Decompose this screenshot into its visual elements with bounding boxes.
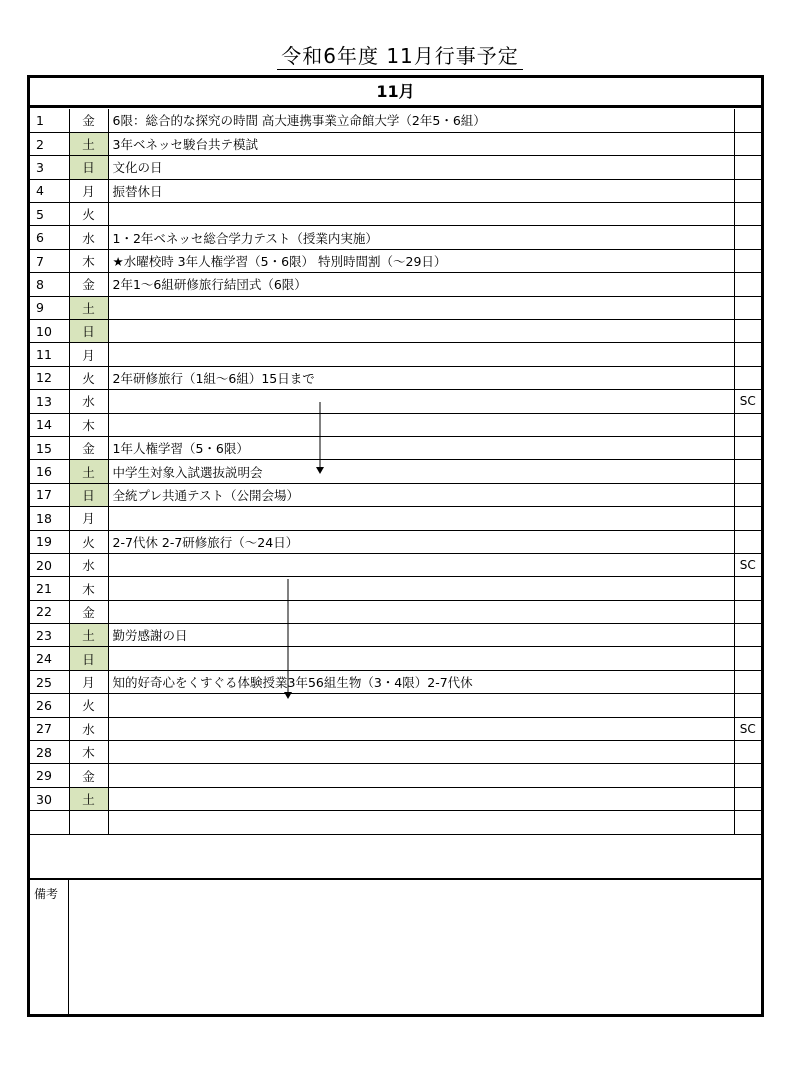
event-cell bbox=[108, 764, 734, 787]
day-cell: 1 bbox=[30, 109, 69, 132]
event-cell bbox=[108, 390, 734, 413]
note-cell bbox=[734, 741, 761, 764]
event-cell: 2年研修旅行（1組～6組）15日まで bbox=[108, 366, 734, 389]
table-row bbox=[30, 483, 761, 506]
event-cell bbox=[108, 600, 734, 623]
day-cell: 3 bbox=[30, 156, 69, 179]
event-cell bbox=[108, 647, 734, 670]
table-row bbox=[30, 717, 761, 740]
arrow-trip-2-head bbox=[284, 692, 292, 699]
day-cell: 17 bbox=[30, 483, 69, 506]
note-cell bbox=[734, 483, 761, 506]
arrow-trip-1-head bbox=[316, 467, 324, 474]
day-cell: 24 bbox=[30, 647, 69, 670]
day-cell: 22 bbox=[30, 600, 69, 623]
table-row bbox=[30, 624, 761, 647]
day-cell: 30 bbox=[30, 787, 69, 810]
schedule-frame bbox=[27, 75, 764, 1017]
day-cell: 11 bbox=[30, 343, 69, 366]
event-cell bbox=[108, 507, 734, 530]
note-cell bbox=[734, 624, 761, 647]
page-title bbox=[0, 42, 800, 70]
event-cell bbox=[108, 694, 734, 717]
table-row bbox=[30, 203, 761, 226]
day-cell: 21 bbox=[30, 577, 69, 600]
day-cell: 25 bbox=[30, 670, 69, 693]
table-row bbox=[30, 787, 761, 810]
weekday-cell: 水 bbox=[69, 226, 108, 249]
weekday-cell: 火 bbox=[69, 366, 108, 389]
note-cell bbox=[734, 413, 761, 436]
note-cell bbox=[734, 694, 761, 717]
table-row bbox=[30, 694, 761, 717]
note-cell bbox=[734, 249, 761, 272]
weekday-cell: 木 bbox=[69, 413, 108, 436]
event-cell bbox=[108, 203, 734, 226]
weekday-cell: 金 bbox=[69, 436, 108, 459]
event-cell: 文化の日 bbox=[108, 156, 734, 179]
day-cell: 8 bbox=[30, 273, 69, 296]
table-row bbox=[30, 413, 761, 436]
day-cell: 23 bbox=[30, 624, 69, 647]
table-row bbox=[30, 764, 761, 787]
table-row bbox=[30, 320, 761, 343]
weekday-cell: 火 bbox=[69, 203, 108, 226]
note-cell bbox=[734, 320, 761, 343]
table-row bbox=[30, 226, 761, 249]
weekday-cell: 火 bbox=[69, 694, 108, 717]
weekday-cell: 月 bbox=[69, 507, 108, 530]
event-cell bbox=[108, 577, 734, 600]
note-cell bbox=[734, 343, 761, 366]
weekday-cell: 火 bbox=[69, 530, 108, 553]
note-cell bbox=[734, 156, 761, 179]
day-cell: 2 bbox=[30, 132, 69, 155]
note-cell bbox=[734, 203, 761, 226]
weekday-cell: 土 bbox=[69, 787, 108, 810]
event-cell: 3年ベネッセ駿台共テ模試 bbox=[108, 132, 734, 155]
weekday-cell: 木 bbox=[69, 741, 108, 764]
table-row bbox=[30, 390, 761, 413]
note-cell bbox=[734, 670, 761, 693]
day-cell: 14 bbox=[30, 413, 69, 436]
event-cell bbox=[108, 787, 734, 810]
note-cell bbox=[734, 109, 761, 132]
schedule-table-body bbox=[30, 109, 761, 834]
table-row bbox=[30, 273, 761, 296]
note-cell bbox=[734, 226, 761, 249]
event-cell bbox=[108, 296, 734, 319]
table-row bbox=[30, 741, 761, 764]
month-header: 11月 bbox=[30, 78, 761, 108]
note-cell bbox=[734, 179, 761, 202]
weekday-cell: 土 bbox=[69, 624, 108, 647]
weekday-cell: 日 bbox=[69, 156, 108, 179]
day-cell: 15 bbox=[30, 436, 69, 459]
day-cell bbox=[30, 811, 69, 834]
weekday-cell: 水 bbox=[69, 717, 108, 740]
note-cell bbox=[734, 132, 761, 155]
note-cell bbox=[734, 787, 761, 810]
event-cell bbox=[108, 553, 734, 576]
table-row bbox=[30, 343, 761, 366]
table-row bbox=[30, 811, 761, 834]
event-cell bbox=[108, 320, 734, 343]
event-cell bbox=[108, 717, 734, 740]
event-cell: 中学生対象入試選抜説明会 bbox=[108, 460, 734, 483]
arrow-trip-2 bbox=[282, 579, 294, 701]
event-cell bbox=[108, 811, 734, 834]
weekday-cell: 日 bbox=[69, 647, 108, 670]
weekday-cell: 月 bbox=[69, 343, 108, 366]
table-row bbox=[30, 507, 761, 530]
table-row bbox=[30, 460, 761, 483]
day-cell: 9 bbox=[30, 296, 69, 319]
table-row bbox=[30, 436, 761, 459]
table-row bbox=[30, 109, 761, 132]
event-cell bbox=[108, 343, 734, 366]
weekday-cell: 月 bbox=[69, 670, 108, 693]
day-cell: 12 bbox=[30, 366, 69, 389]
table-row bbox=[30, 179, 761, 202]
arrow-trip-1 bbox=[314, 402, 326, 476]
event-cell bbox=[108, 413, 734, 436]
table-row bbox=[30, 530, 761, 553]
note-cell bbox=[734, 600, 761, 623]
event-cell: 知的好奇心をくすぐる体験授業3年56組生物（3・4限）2-7代休 bbox=[108, 670, 734, 693]
weekday-cell: 日 bbox=[69, 320, 108, 343]
day-cell: 29 bbox=[30, 764, 69, 787]
weekday-cell: 土 bbox=[69, 296, 108, 319]
event-cell: ★水曜校時 3年人権学習（5・6限） 特別時間割（～29日） bbox=[108, 249, 734, 272]
weekday-cell: 水 bbox=[69, 390, 108, 413]
table-row bbox=[30, 577, 761, 600]
note-cell: SC bbox=[734, 717, 761, 740]
weekday-cell: 月 bbox=[69, 179, 108, 202]
event-cell: 全統プレ共通テスト（公開会場） bbox=[108, 483, 734, 506]
note-cell bbox=[734, 764, 761, 787]
weekday-cell: 金 bbox=[69, 109, 108, 132]
remarks-section bbox=[30, 878, 761, 1014]
note-cell bbox=[734, 507, 761, 530]
table-row bbox=[30, 600, 761, 623]
weekday-cell: 土 bbox=[69, 132, 108, 155]
weekday-cell: 金 bbox=[69, 600, 108, 623]
remarks-label: 備考 bbox=[30, 880, 69, 1014]
event-cell: 2-7代休 2-7研修旅行（～24日） bbox=[108, 530, 734, 553]
schedule-table bbox=[30, 109, 761, 835]
day-cell: 6 bbox=[30, 226, 69, 249]
weekday-cell: 水 bbox=[69, 553, 108, 576]
table-row bbox=[30, 553, 761, 576]
day-cell: 19 bbox=[30, 530, 69, 553]
day-cell: 26 bbox=[30, 694, 69, 717]
weekday-cell: 木 bbox=[69, 577, 108, 600]
note-cell bbox=[734, 296, 761, 319]
weekday-cell bbox=[69, 811, 108, 834]
note-cell bbox=[734, 273, 761, 296]
note-cell bbox=[734, 530, 761, 553]
weekday-cell: 金 bbox=[69, 764, 108, 787]
day-cell: 5 bbox=[30, 203, 69, 226]
table-row bbox=[30, 296, 761, 319]
event-cell: 1・2年ベネッセ総合学力テスト（授業内実施） bbox=[108, 226, 734, 249]
day-cell: 10 bbox=[30, 320, 69, 343]
table-row bbox=[30, 156, 761, 179]
note-cell bbox=[734, 436, 761, 459]
note-cell bbox=[734, 811, 761, 834]
day-cell: 7 bbox=[30, 249, 69, 272]
note-cell bbox=[734, 577, 761, 600]
event-cell bbox=[108, 741, 734, 764]
day-cell: 4 bbox=[30, 179, 69, 202]
event-cell: 振替休日 bbox=[108, 179, 734, 202]
note-cell bbox=[734, 647, 761, 670]
weekday-cell: 土 bbox=[69, 460, 108, 483]
day-cell: 20 bbox=[30, 553, 69, 576]
weekday-cell: 金 bbox=[69, 273, 108, 296]
event-cell: 勤労感謝の日 bbox=[108, 624, 734, 647]
page-title-text: 令和6年度 11月行事予定 bbox=[277, 44, 523, 70]
day-cell: 27 bbox=[30, 717, 69, 740]
note-cell: SC bbox=[734, 553, 761, 576]
table-row bbox=[30, 670, 761, 693]
day-cell: 13 bbox=[30, 390, 69, 413]
table-row bbox=[30, 249, 761, 272]
weekday-cell: 日 bbox=[69, 483, 108, 506]
table-row bbox=[30, 647, 761, 670]
note-cell: SC bbox=[734, 390, 761, 413]
day-cell: 28 bbox=[30, 741, 69, 764]
table-row bbox=[30, 366, 761, 389]
table-row bbox=[30, 132, 761, 155]
note-cell bbox=[734, 460, 761, 483]
event-cell: 2年1～6組研修旅行結団式（6限） bbox=[108, 273, 734, 296]
weekday-cell: 木 bbox=[69, 249, 108, 272]
event-cell: 6限：総合的な探究の時間 高大連携事業立命館大学（2年5・6組） bbox=[108, 109, 734, 132]
note-cell bbox=[734, 366, 761, 389]
day-cell: 18 bbox=[30, 507, 69, 530]
day-cell: 16 bbox=[30, 460, 69, 483]
event-cell: 1年人権学習（5・6限） bbox=[108, 436, 734, 459]
